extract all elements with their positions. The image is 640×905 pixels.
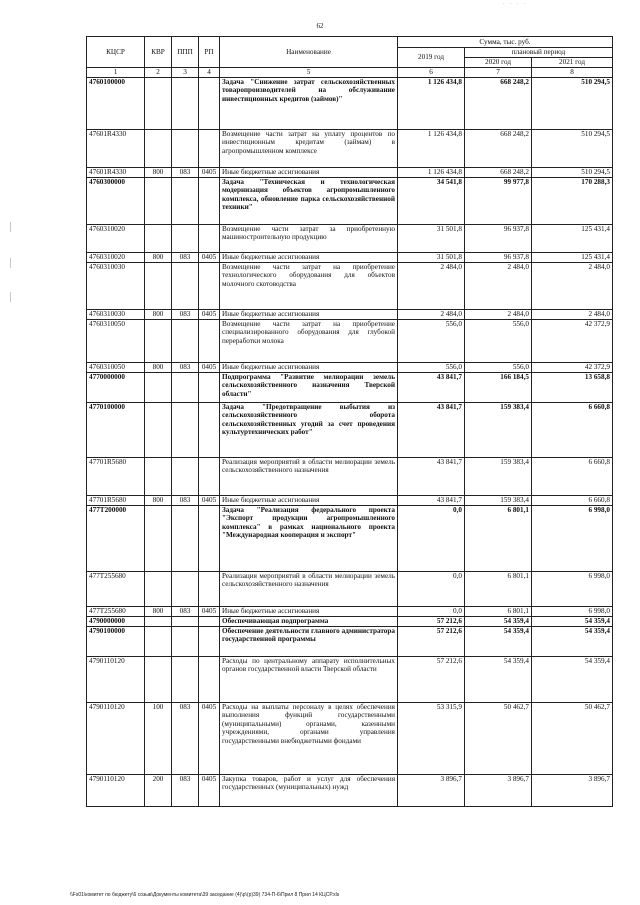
table-row (87, 252, 613, 262)
amount-2020-cell: 3 896,7 (465, 774, 532, 806)
rp-cell (199, 457, 220, 495)
kcsr-cell: 4760310050 (87, 362, 145, 372)
column-number: 5 (220, 68, 398, 78)
kcsr-cell: 4760310030 (87, 309, 145, 319)
amount-2019-cell: 31 501,8 (398, 224, 465, 252)
amount-2019-cell: 31 501,8 (398, 252, 465, 262)
kvr-cell (145, 262, 172, 309)
amount-2020-cell: 2 484,0 (465, 262, 532, 309)
ppp-cell: 083 (172, 495, 199, 505)
header-2021: 2021 год (532, 58, 613, 68)
rp-cell (199, 129, 220, 167)
amount-2019-cell: 556,0 (398, 319, 465, 362)
table-row (87, 224, 613, 252)
amount-2021-cell: 510 294,5 (532, 129, 613, 167)
kcsr-cell: 4760310020 (87, 252, 145, 262)
name-cell: Задача "Предотвращение выбытия из сельскохозяйственного оборота сельскохозяйственных угодий за счет проведения культуртехнических работ" (220, 402, 398, 457)
amount-2019-cell: 57 212,6 (398, 626, 465, 656)
amount-2020-cell: 166 184,5 (465, 372, 532, 402)
rp-cell (199, 177, 220, 224)
amount-2019-cell: 3 896,7 (398, 774, 465, 806)
rp-cell: 0405 (199, 702, 220, 774)
amount-2019-cell: 43 841,7 (398, 495, 465, 505)
ppp-cell (172, 224, 199, 252)
table-row (87, 702, 613, 774)
amount-2021-cell: 510 294,5 (532, 167, 613, 177)
name-cell: Задача "Реализация федерального проекта "Экспорт продукции агропромышленного комплекса" в рамках национального проекта "Международная кооперация и экспорт" (220, 505, 398, 571)
kcsr-cell: 4790000000 (87, 616, 145, 626)
table-row (87, 457, 613, 495)
amount-2021-cell: 13 658,8 (532, 372, 613, 402)
amount-2020-cell: 6 801,1 (465, 571, 532, 606)
amount-2020-cell: 668 248,2 (465, 167, 532, 177)
kcsr-cell: 4760310020 (87, 224, 145, 252)
table-row (87, 402, 613, 457)
amount-2020-cell: 6 801,1 (465, 505, 532, 571)
amount-2021-cell: 42 372,9 (532, 319, 613, 362)
kvr-cell: 800 (145, 495, 172, 505)
table-row (87, 626, 613, 656)
column-number: 8 (532, 68, 613, 78)
rp-cell (199, 319, 220, 362)
amount-2021-cell: 50 462,7 (532, 702, 613, 774)
amount-2020-cell: 54 359,4 (465, 616, 532, 626)
scan-artifact-mark (10, 222, 11, 232)
kvr-cell (145, 319, 172, 362)
kvr-cell (145, 129, 172, 167)
kcsr-cell: 4770000000 (87, 372, 145, 402)
kcsr-cell: 4790110120 (87, 702, 145, 774)
name-cell: Задача "Снижение затрат сельскохозяйственных товаропроизводителей на обслуживание инвестиционных кредитов (займов)" (220, 77, 398, 129)
header-2020: 2020 год (465, 58, 532, 68)
kcsr-cell: 477T255680 (87, 571, 145, 606)
ppp-cell (172, 319, 199, 362)
column-number: 7 (465, 68, 532, 78)
amount-2021-cell: 6 998,0 (532, 606, 613, 616)
table-row (87, 616, 613, 626)
name-cell: Иные бюджетные ассигнования (220, 309, 398, 319)
name-cell: Иные бюджетные ассигнования (220, 167, 398, 177)
name-cell: Обеспечение деятельности главного администратора государственной программы (220, 626, 398, 656)
table-row (87, 177, 613, 224)
scan-mark: . . . . (503, 0, 528, 6)
ppp-cell: 083 (172, 309, 199, 319)
ppp-cell (172, 616, 199, 626)
kcsr-cell: 4790100000 (87, 626, 145, 656)
name-cell: Возмещение части затрат на приобретение специализированного оборудования для глубокой переработки молока (220, 319, 398, 362)
amount-2021-cell: 6 660,8 (532, 457, 613, 495)
name-cell: Возмещение части затрат на приобретение технологического оборудования для объектов молочного скотоводства (220, 262, 398, 309)
amount-2021-cell: 54 359,4 (532, 626, 613, 656)
amount-2019-cell: 0,0 (398, 571, 465, 606)
kvr-cell (145, 626, 172, 656)
kvr-cell (145, 77, 172, 129)
header-ppp: ППП (172, 37, 199, 68)
amount-2021-cell: 2 484,0 (532, 262, 613, 309)
table-row (87, 319, 613, 362)
ppp-cell (172, 457, 199, 495)
rp-cell: 0405 (199, 167, 220, 177)
scan-artifact-mark (10, 292, 11, 302)
amount-2021-cell: 125 431,4 (532, 252, 613, 262)
rp-cell: 0405 (199, 252, 220, 262)
rp-cell (199, 616, 220, 626)
amount-2021-cell: 6 660,8 (532, 495, 613, 505)
page-number: 62 (316, 22, 324, 30)
amount-2019-cell: 34 541,8 (398, 177, 465, 224)
kcsr-cell: 4770100000 (87, 402, 145, 457)
ppp-cell (172, 626, 199, 656)
amount-2021-cell: 6 998,0 (532, 505, 613, 571)
amount-2021-cell: 54 359,4 (532, 656, 613, 702)
rp-cell (199, 402, 220, 457)
kcsr-cell: 4760100000 (87, 77, 145, 129)
kvr-cell (145, 505, 172, 571)
kvr-cell: 800 (145, 606, 172, 616)
header-kvr: КВР (145, 37, 172, 68)
kvr-cell: 100 (145, 702, 172, 774)
name-cell: Задача "Техническая и технологическая модернизация объектов агропромышленного комплекса, обновление парка сельскохозяйственной техники" (220, 177, 398, 224)
rp-cell (199, 224, 220, 252)
name-cell: Возмещение части затрат за приобретенную машиностроительную продукцию (220, 224, 398, 252)
header-name: Наименование (220, 37, 398, 68)
column-number: 1 (87, 68, 145, 78)
amount-2019-cell: 0,0 (398, 505, 465, 571)
table-row (87, 309, 613, 319)
rp-cell (199, 262, 220, 309)
kvr-cell: 200 (145, 774, 172, 806)
column-number: 2 (145, 68, 172, 78)
ppp-cell (172, 571, 199, 606)
kcsr-cell: 4790110120 (87, 774, 145, 806)
header-kcsr: КЦСР (87, 37, 145, 68)
amount-2020-cell: 50 462,7 (465, 702, 532, 774)
kcsr-cell: 47601R4330 (87, 129, 145, 167)
rp-cell: 0405 (199, 495, 220, 505)
rp-cell: 0405 (199, 362, 220, 372)
amount-2021-cell: 125 431,4 (532, 224, 613, 252)
amount-2019-cell: 0,0 (398, 606, 465, 616)
name-cell: Возмещение части затрат на уплату процентов по инвестиционным кредитам (займам) в агропромышленном комплексе (220, 129, 398, 167)
amount-2020-cell: 556,0 (465, 362, 532, 372)
amount-2021-cell: 3 896,7 (532, 774, 613, 806)
ppp-cell: 083 (172, 606, 199, 616)
amount-2020-cell: 159 383,4 (465, 495, 532, 505)
table-row (87, 167, 613, 177)
amount-2021-cell: 6 660,8 (532, 402, 613, 457)
kcsr-cell: 4760310030 (87, 262, 145, 309)
kcsr-cell: 47701R5680 (87, 457, 145, 495)
file-path-footer: \\Fs01\комитет по бюджету\6 созыв\Документы комитета\39 заседание (4)\р\(р)39) 734-П-6\Прил 8 Прил 14 КЦСР.xls (70, 892, 340, 898)
amount-2019-cell: 1 126 434,8 (398, 167, 465, 177)
amount-2020-cell: 99 977,8 (465, 177, 532, 224)
rp-cell (199, 77, 220, 129)
amount-2020-cell: 54 359,4 (465, 626, 532, 656)
ppp-cell (172, 505, 199, 571)
column-number: 6 (398, 68, 465, 78)
kvr-cell: 800 (145, 362, 172, 372)
name-cell: Иные бюджетные ассигнования (220, 495, 398, 505)
header-rp: РП (199, 37, 220, 68)
amount-2021-cell: 6 998,0 (532, 571, 613, 606)
ppp-cell (172, 129, 199, 167)
kvr-cell (145, 457, 172, 495)
name-cell: Подпрограмма "Развитие мелиорации земель сельскохозяйственного назначения Тверской области" (220, 372, 398, 402)
amount-2019-cell: 2 484,0 (398, 262, 465, 309)
amount-2021-cell: 510 294,5 (532, 77, 613, 129)
ppp-cell: 083 (172, 774, 199, 806)
kvr-cell (145, 616, 172, 626)
kvr-cell (145, 656, 172, 702)
amount-2019-cell: 43 841,7 (398, 457, 465, 495)
amount-2019-cell: 2 484,0 (398, 309, 465, 319)
ppp-cell: 083 (172, 167, 199, 177)
kcsr-cell: 47701R5680 (87, 495, 145, 505)
amount-2020-cell: 6 801,1 (465, 606, 532, 616)
amount-2021-cell: 2 484,0 (532, 309, 613, 319)
column-number: 4 (199, 68, 220, 78)
rp-cell (199, 656, 220, 702)
rp-cell (199, 505, 220, 571)
kcsr-cell: 47601R4330 (87, 167, 145, 177)
ppp-cell (172, 402, 199, 457)
table-row (87, 571, 613, 606)
kcsr-cell: 4760300000 (87, 177, 145, 224)
header-sum-title: Сумма, тыс. руб. (398, 37, 613, 48)
amount-2021-cell: 54 359,4 (532, 616, 613, 626)
amount-2019-cell: 43 841,7 (398, 402, 465, 457)
kcsr-cell: 477T200000 (87, 505, 145, 571)
ppp-cell: 083 (172, 362, 199, 372)
amount-2020-cell: 556,0 (465, 319, 532, 362)
table-row (87, 774, 613, 806)
kvr-cell (145, 177, 172, 224)
name-cell: Расходы по центральному аппарату исполнительных органов государственной власти Тверской области (220, 656, 398, 702)
rp-cell: 0405 (199, 606, 220, 616)
kvr-cell (145, 224, 172, 252)
table-row (87, 77, 613, 129)
table-row (87, 362, 613, 372)
table-row (87, 495, 613, 505)
ppp-cell: 083 (172, 252, 199, 262)
table-row (87, 129, 613, 167)
rp-cell (199, 626, 220, 656)
rp-cell (199, 372, 220, 402)
ppp-cell (172, 177, 199, 224)
kvr-cell: 800 (145, 167, 172, 177)
table-row (87, 656, 613, 702)
amount-2020-cell: 2 484,0 (465, 309, 532, 319)
table-body (87, 77, 613, 806)
ppp-cell (172, 77, 199, 129)
name-cell: Иные бюджетные ассигнования (220, 606, 398, 616)
name-cell: Реализация мероприятий в области мелиорации земель сельскохозяйственного назначения (220, 457, 398, 495)
amount-2020-cell: 668 248,2 (465, 129, 532, 167)
amount-2020-cell: 159 383,4 (465, 402, 532, 457)
amount-2021-cell: 42 372,9 (532, 362, 613, 372)
kvr-cell: 800 (145, 252, 172, 262)
amount-2019-cell: 1 126 434,8 (398, 129, 465, 167)
kcsr-cell: 4760310050 (87, 319, 145, 362)
rp-cell: 0405 (199, 774, 220, 806)
kcsr-cell: 4790110120 (87, 656, 145, 702)
budget-table (86, 36, 613, 807)
rp-cell (199, 571, 220, 606)
table-row (87, 606, 613, 616)
amount-2020-cell: 96 937,8 (465, 252, 532, 262)
kvr-cell: 800 (145, 309, 172, 319)
header-planned-period: плановый период (465, 48, 613, 58)
amount-2019-cell: 1 126 434,8 (398, 77, 465, 129)
ppp-cell (172, 656, 199, 702)
name-cell: Реализация мероприятий в области мелиорации земель сельскохозяйственного назначения (220, 571, 398, 606)
name-cell: Иные бюджетные ассигнования (220, 252, 398, 262)
column-number: 3 (172, 68, 199, 78)
amount-2019-cell: 43 841,7 (398, 372, 465, 402)
amount-2020-cell: 668 248,2 (465, 77, 532, 129)
ppp-cell (172, 262, 199, 309)
amount-2019-cell: 57 212,6 (398, 616, 465, 626)
amount-2021-cell: 170 288,3 (532, 177, 613, 224)
ppp-cell (172, 372, 199, 402)
name-cell: Обеспечивающая подпрограмма (220, 616, 398, 626)
amount-2020-cell: 54 359,4 (465, 656, 532, 702)
kcsr-cell: 477T255680 (87, 606, 145, 616)
scan-artifact-mark (10, 258, 11, 268)
ppp-cell: 083 (172, 702, 199, 774)
kvr-cell (145, 402, 172, 457)
amount-2019-cell: 57 212,6 (398, 656, 465, 702)
amount-2019-cell: 556,0 (398, 362, 465, 372)
table-row (87, 505, 613, 571)
name-cell: Иные бюджетные ассигнования (220, 362, 398, 372)
table-row (87, 372, 613, 402)
amount-2020-cell: 159 383,4 (465, 457, 532, 495)
amount-2019-cell: 53 315,9 (398, 702, 465, 774)
name-cell: Расходы на выплаты персоналу в целях обеспечения выполнения функций государственными (муниципальными) органами, казенными учреждениями, органами управления государственными внебюджетными фондами (220, 702, 398, 774)
amount-2020-cell: 96 937,8 (465, 224, 532, 252)
kvr-cell (145, 372, 172, 402)
table-row (87, 262, 613, 309)
rp-cell: 0405 (199, 309, 220, 319)
kvr-cell (145, 571, 172, 606)
header-2019: 2019 год (398, 48, 465, 68)
name-cell: Закупка товаров, работ и услуг для обеспечения государственных (муниципальных) нужд (220, 774, 398, 806)
